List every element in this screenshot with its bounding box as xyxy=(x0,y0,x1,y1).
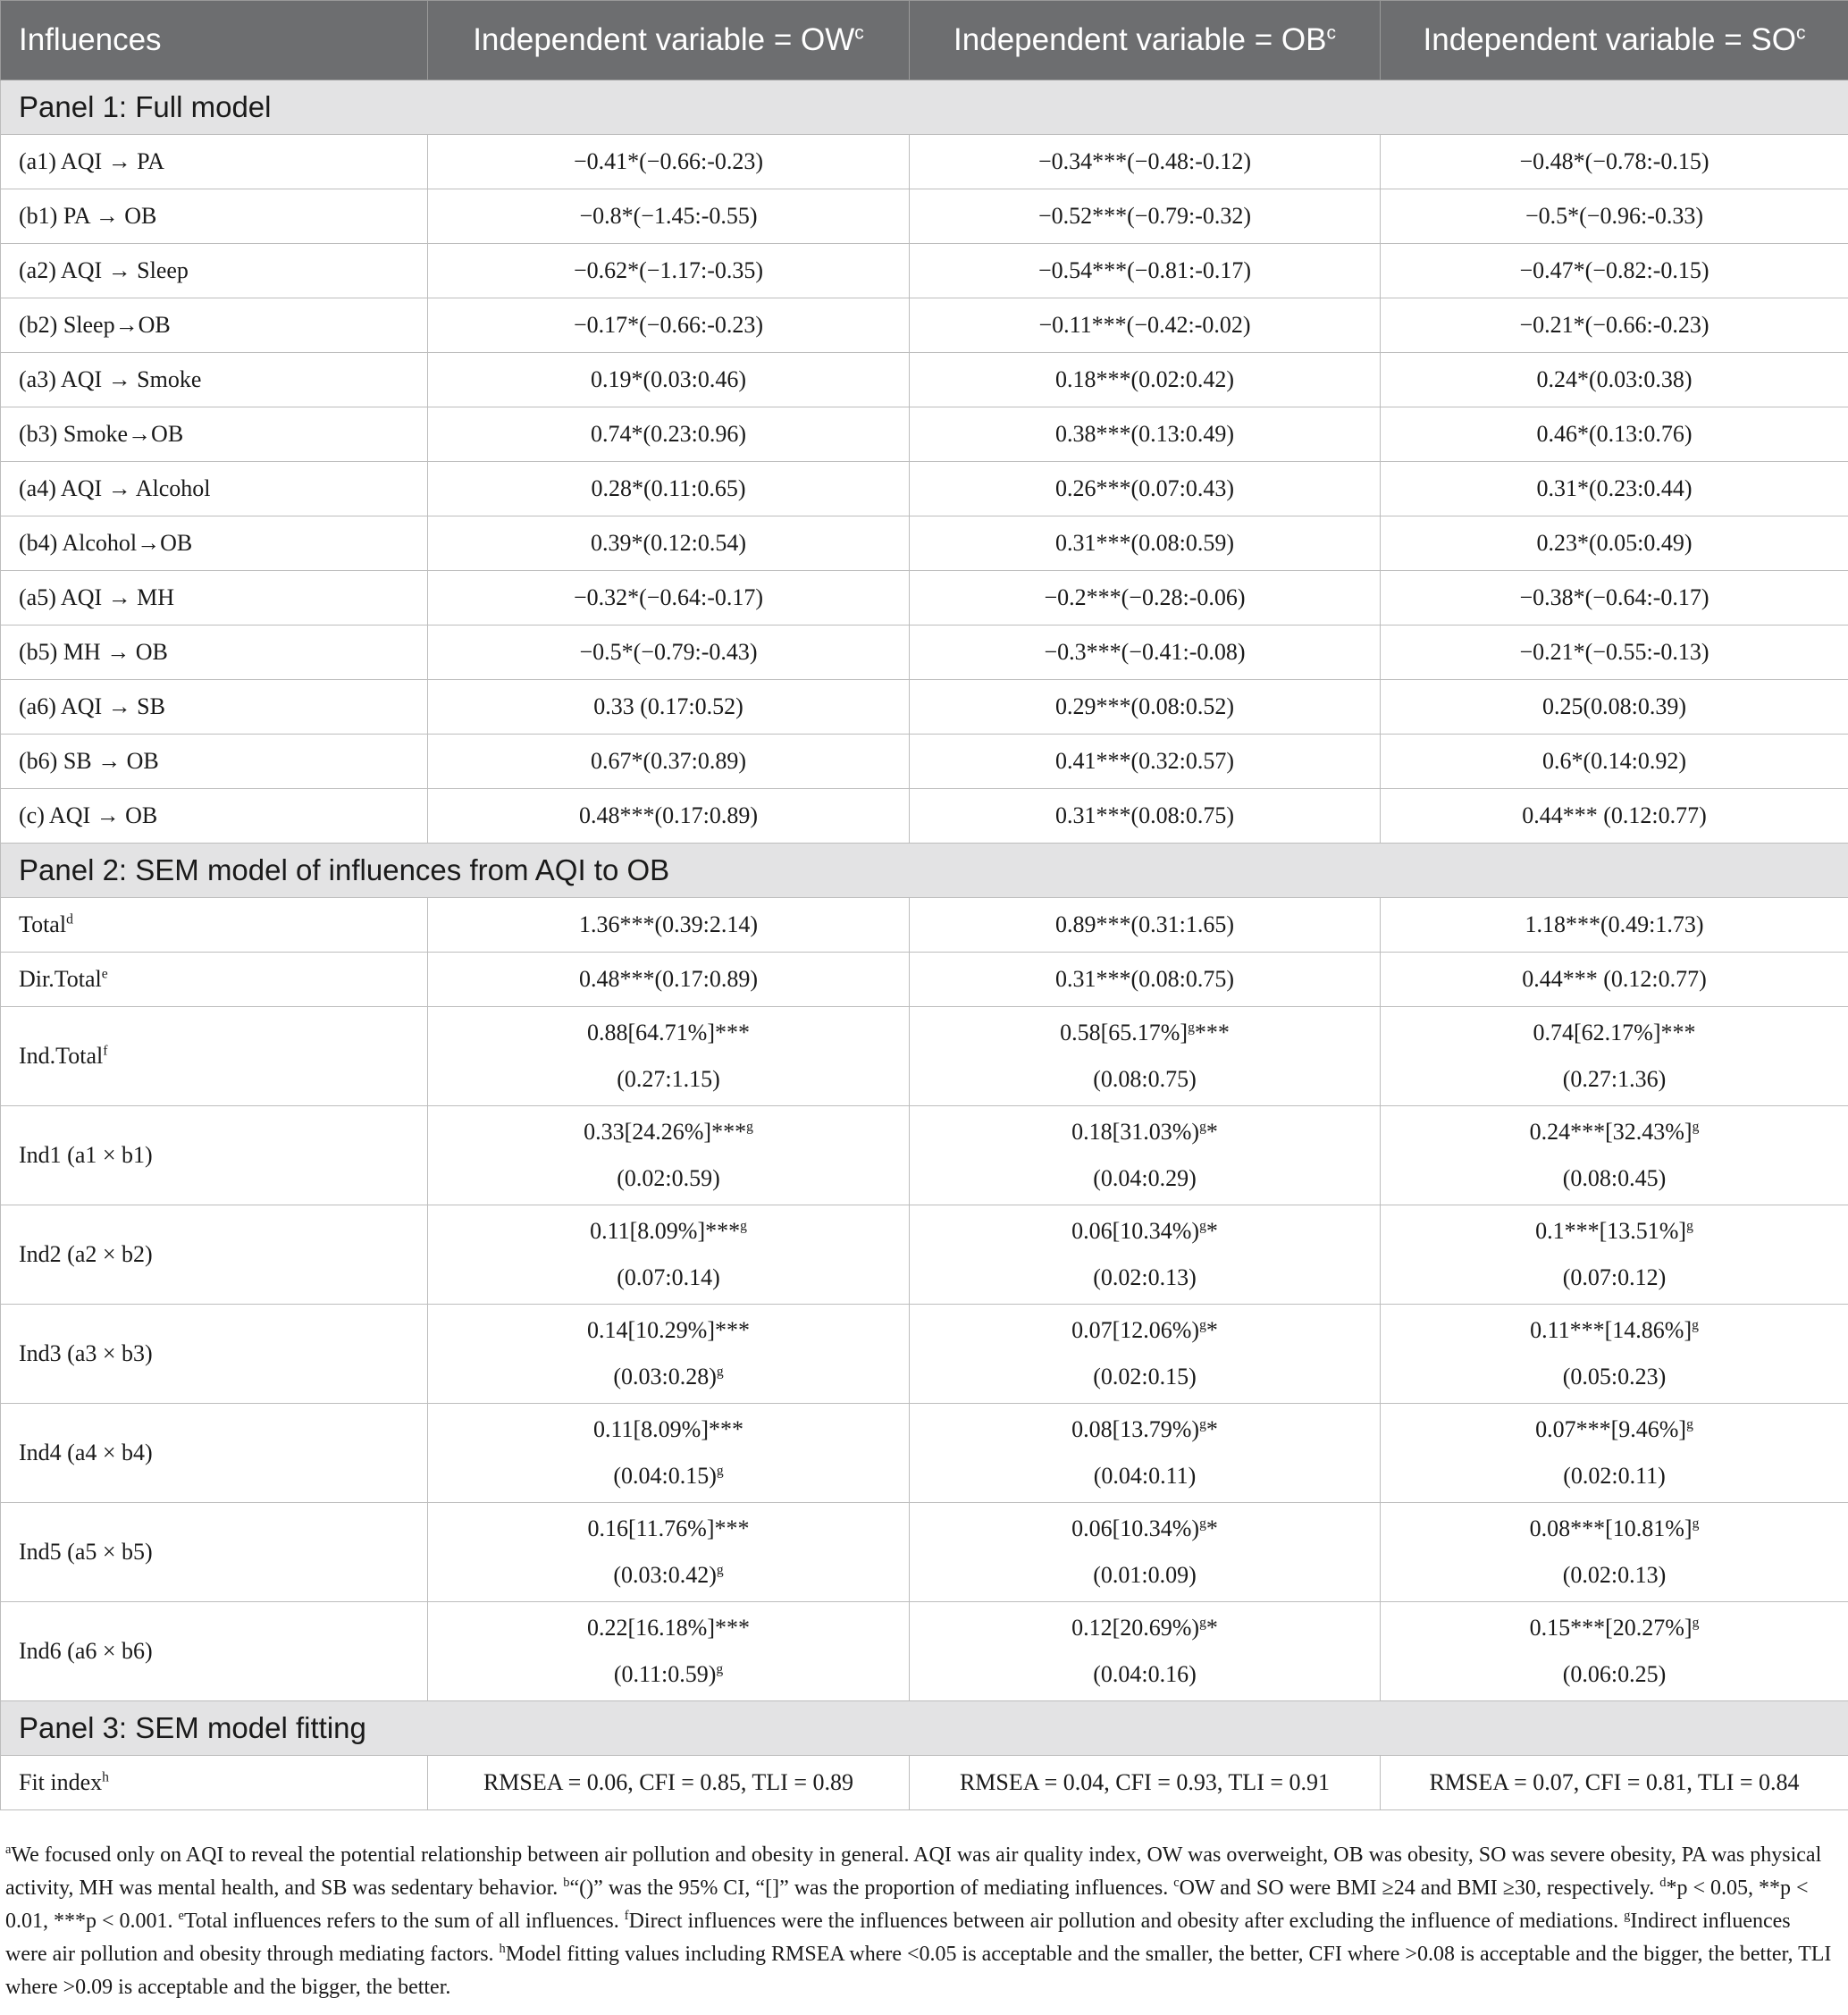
row-label: (a1) AQI → PA xyxy=(1,135,428,189)
panel-title: Panel 1: Full model xyxy=(1,80,1848,135)
row-label: Ind4 (a4 × b4) xyxy=(1,1404,428,1503)
cell-ob: 0.18***(0.02:0.42) xyxy=(910,353,1381,407)
cell-ob: 0.06[10.34%)$^g$* (0.02:0.13) xyxy=(910,1205,1381,1305)
cell-ow: 0.67*(0.37:0.89) xyxy=(428,735,910,789)
cell-ob: 0.31***(0.08:0.59) xyxy=(910,516,1381,571)
table-row xyxy=(1,735,1848,789)
row-label: Ind.Total$^f$ xyxy=(1,1007,428,1106)
table-row xyxy=(1,1756,1848,1810)
cell-so: 1.18***(0.49:1.73) xyxy=(1381,898,1848,953)
cell-so: $0.1***[13.51\%]^g$ (0.07:0.12) xyxy=(1381,1205,1848,1305)
cell-ow: 0.22[16.18%]*** (0.11:0.59)$^g$ xyxy=(428,1602,910,1701)
cell-so: RMSEA = 0.07, CFI = 0.81, TLI = 0.84 xyxy=(1381,1756,1848,1810)
table-row xyxy=(1,898,1848,953)
cell-ow: −0.62*(−1.17:-0.35) xyxy=(428,244,910,298)
row-label: Ind3 (a3 × b3) xyxy=(1,1305,428,1404)
cell-ow: 0.33[24.26%]***$^g$ (0.02:0.59) xyxy=(428,1106,910,1205)
cell-ow: 0.19*(0.03:0.46) xyxy=(428,353,910,407)
cell-ob: 0.89***(0.31:1.65) xyxy=(910,898,1381,953)
cell-so: $0.15***[20.27\%]^g$ (0.06:0.25) xyxy=(1381,1602,1848,1701)
cell-ob: 0.26***(0.07:0.43) xyxy=(910,462,1381,516)
cell-so: −0.38*(−0.64:-0.17) xyxy=(1381,571,1848,625)
cell-ob: −0.54***(−0.81:-0.17) xyxy=(910,244,1381,298)
panel-2-heading xyxy=(1,844,1848,898)
table-row xyxy=(1,353,1848,407)
cell-so: 0.44*** (0.12:0.77) xyxy=(1381,789,1848,844)
cell-ow: 0.16[11.76%]*** (0.03:0.42)$^g$ xyxy=(428,1503,910,1602)
row-label: Total$^d$ xyxy=(1,898,428,953)
cell-ob: 0.38***(0.13:0.49) xyxy=(910,407,1381,462)
row-label: (b4) Alcohol→OB xyxy=(1,516,428,571)
cell-ob: 0.08[13.79%)$^g$* (0.04:0.11) xyxy=(910,1404,1381,1503)
row-label: Fit index$^h$ xyxy=(1,1756,428,1810)
table-row xyxy=(1,1007,1848,1106)
cell-ob: 0.07[12.06%)$^g$* (0.02:0.15) xyxy=(910,1305,1381,1404)
cell-so: 0.74[62.17%]*** (0.27:1.36) xyxy=(1381,1007,1848,1106)
table-row xyxy=(1,680,1848,735)
cell-ow: 0.39*(0.12:0.54) xyxy=(428,516,910,571)
cell-ow: 0.11[8.09%]***$^g$ (0.07:0.14) xyxy=(428,1205,910,1305)
table-row xyxy=(1,407,1848,462)
table-row xyxy=(1,298,1848,353)
cell-ob: 0.06[10.34%)$^g$* (0.01:0.09) xyxy=(910,1503,1381,1602)
cell-ow: 0.74*(0.23:0.96) xyxy=(428,407,910,462)
cell-ob: −0.52***(−0.79:-0.32) xyxy=(910,189,1381,244)
panel-title: Panel 2: SEM model of influences from AQI to OB xyxy=(1,844,1848,898)
table-row xyxy=(1,189,1848,244)
cell-so: −0.21*(−0.55:-0.13) xyxy=(1381,625,1848,680)
cell-ob: 0.12[20.69%)$^g$* (0.04:0.16) xyxy=(910,1602,1381,1701)
header-so: Independent variable = $SO^c$ xyxy=(1381,1,1848,80)
cell-ow: 0.88[64.71%]*** (0.27:1.15) xyxy=(428,1007,910,1106)
cell-so: 0.6*(0.14:0.92) xyxy=(1381,735,1848,789)
table-row xyxy=(1,1305,1848,1404)
cell-ow: 0.48***(0.17:0.89) xyxy=(428,953,910,1007)
cell-ow: 0.33 (0.17:0.52) xyxy=(428,680,910,735)
row-label: (c) AQI → OB xyxy=(1,789,428,844)
row-label: Dir.Total$^e$ xyxy=(1,953,428,1007)
table-row xyxy=(1,625,1848,680)
row-label: (a3) AQI → Smoke xyxy=(1,353,428,407)
row-label: Ind5 (a5 × b5) xyxy=(1,1503,428,1602)
cell-so: 0.25(0.08:0.39) xyxy=(1381,680,1848,735)
cell-so: 0.46*(0.13:0.76) xyxy=(1381,407,1848,462)
cell-so: $0.24***[32.43\%]^g$ (0.08:0.45) xyxy=(1381,1106,1848,1205)
cell-ow: −0.8*(−1.45:-0.55) xyxy=(428,189,910,244)
header-influences: Influences xyxy=(1,1,428,80)
cell-ow: RMSEA = 0.06, CFI = 0.85, TLI = 0.89 xyxy=(428,1756,910,1810)
cell-so: $0.08***[10.81\%]^g$ (0.02:0.13) xyxy=(1381,1503,1848,1602)
row-label: (a4) AQI → Alcohol xyxy=(1,462,428,516)
cell-ow: 0.11[8.09%]*** (0.04:0.15)$^g$ xyxy=(428,1404,910,1503)
cell-so: 0.24*(0.03:0.38) xyxy=(1381,353,1848,407)
cell-so: −0.47*(−0.82:-0.15) xyxy=(1381,244,1848,298)
cell-so: 0.31*(0.23:0.44) xyxy=(1381,462,1848,516)
table-row xyxy=(1,516,1848,571)
row-label: Ind1 (a1 × b1) xyxy=(1,1106,428,1205)
header-row xyxy=(1,1,1848,80)
cell-ow: 0.48***(0.17:0.89) xyxy=(428,789,910,844)
header-ow: Independent variable = $OW^c$ xyxy=(428,1,910,80)
cell-ow: 0.28*(0.11:0.65) xyxy=(428,462,910,516)
table-row xyxy=(1,244,1848,298)
cell-ob: −0.3***(−0.41:-0.08) xyxy=(910,625,1381,680)
table-row xyxy=(1,953,1848,1007)
cell-so: 0.44*** (0.12:0.77) xyxy=(1381,953,1848,1007)
table-row xyxy=(1,1404,1848,1503)
panel-1-heading xyxy=(1,80,1848,135)
cell-so: $0.11***[14.86\%]^g$ (0.05:0.23) xyxy=(1381,1305,1848,1404)
cell-ow: 1.36***(0.39:2.14) xyxy=(428,898,910,953)
cell-ob: −0.11***(−0.42:-0.02) xyxy=(910,298,1381,353)
footnote-text: $^a$We focused only on AQI to reveal the potential relationship between air pollution and obesity in general. AQI was air quality index, OW was overweight, OB was obesity, SO was severe obesity, PA was physical activity, MH was mental health, and SB was sedentary behavior. $^b$“()” was the 95% CI, “[]” was the proportion of mediating influences. $^c$OW and SO were BMI ≥24 and BMI ≥30, respectively. $^d$*p < 0.05, **p < 0.01, ***p < 0.001. $^e$Total influences refers to the sum of all influences. $^f$Direct influences were the influences between air pollution and obesity after excluding the influence of mediations. $^g$Indirect influences were air pollution and obesity through mediating factors. $^h$Model fitting values including RMSEA where <0.05 is acceptable and the smaller, the better, CFI where >0.08 is acceptable and the bigger, the better, TLI where >0.09 is acceptable and the bigger, the better. xyxy=(5,1843,1832,1999)
row-label: (a6) AQI → SB xyxy=(1,680,428,735)
cell-so: $0.07***[9.46\%]^g$ (0.02:0.11) xyxy=(1381,1404,1848,1503)
cell-ow: −0.5*(−0.79:-0.43) xyxy=(428,625,910,680)
table-row xyxy=(1,1205,1848,1305)
cell-so: −0.21*(−0.66:-0.23) xyxy=(1381,298,1848,353)
cell-so: 0.23*(0.05:0.49) xyxy=(1381,516,1848,571)
row-label: Ind2 (a2 × b2) xyxy=(1,1205,428,1305)
table-row xyxy=(1,1602,1848,1701)
cell-ow: −0.17*(−0.66:-0.23) xyxy=(428,298,910,353)
row-label: (b2) Sleep→OB xyxy=(1,298,428,353)
cell-so: −0.5*(−0.96:-0.33) xyxy=(1381,189,1848,244)
table-row xyxy=(1,789,1848,844)
cell-ow: −0.32*(−0.64:-0.17) xyxy=(428,571,910,625)
row-label: (b1) PA → OB xyxy=(1,189,428,244)
row-label: (a5) AQI → MH xyxy=(1,571,428,625)
cell-ob: 0.29***(0.08:0.52) xyxy=(910,680,1381,735)
row-label: (b3) Smoke→OB xyxy=(1,407,428,462)
cell-ob: 0.31***(0.08:0.75) xyxy=(910,789,1381,844)
cell-ow: −0.41*(−0.66:-0.23) xyxy=(428,135,910,189)
row-label: (b5) MH → OB xyxy=(1,625,428,680)
table-footnotes xyxy=(0,1839,1835,2004)
cell-ob: −0.2***(−0.28:-0.06) xyxy=(910,571,1381,625)
cell-ob: 0.18[31.03%)$^g$* (0.04:0.29) xyxy=(910,1106,1381,1205)
table-row xyxy=(1,1503,1848,1602)
cell-ob: $0.58[65.17\%]^g***$ (0.08:0.75) xyxy=(910,1007,1381,1106)
cell-ob: 0.41***(0.32:0.57) xyxy=(910,735,1381,789)
cell-ob: RMSEA = 0.04, CFI = 0.93, TLI = 0.91 xyxy=(910,1756,1381,1810)
row-label: (a2) AQI → Sleep xyxy=(1,244,428,298)
header-ob: Independent variable = $OB^c$ xyxy=(910,1,1381,80)
row-label: Ind6 (a6 × b6) xyxy=(1,1602,428,1701)
table-row xyxy=(1,1106,1848,1205)
cell-ow: 0.14[10.29%]*** (0.03:0.28)$^g$ xyxy=(428,1305,910,1404)
cell-ob: −0.34***(−0.48:-0.12) xyxy=(910,135,1381,189)
cell-so: −0.48*(−0.78:-0.15) xyxy=(1381,135,1848,189)
table-row xyxy=(1,462,1848,516)
panel-3-heading xyxy=(1,1701,1848,1756)
table-row xyxy=(1,135,1848,189)
panel-title: Panel 3: SEM model fitting xyxy=(1,1701,1848,1756)
table-row xyxy=(1,571,1848,625)
cell-ob: 0.31***(0.08:0.75) xyxy=(910,953,1381,1007)
row-label: (b6) SB → OB xyxy=(1,735,428,789)
